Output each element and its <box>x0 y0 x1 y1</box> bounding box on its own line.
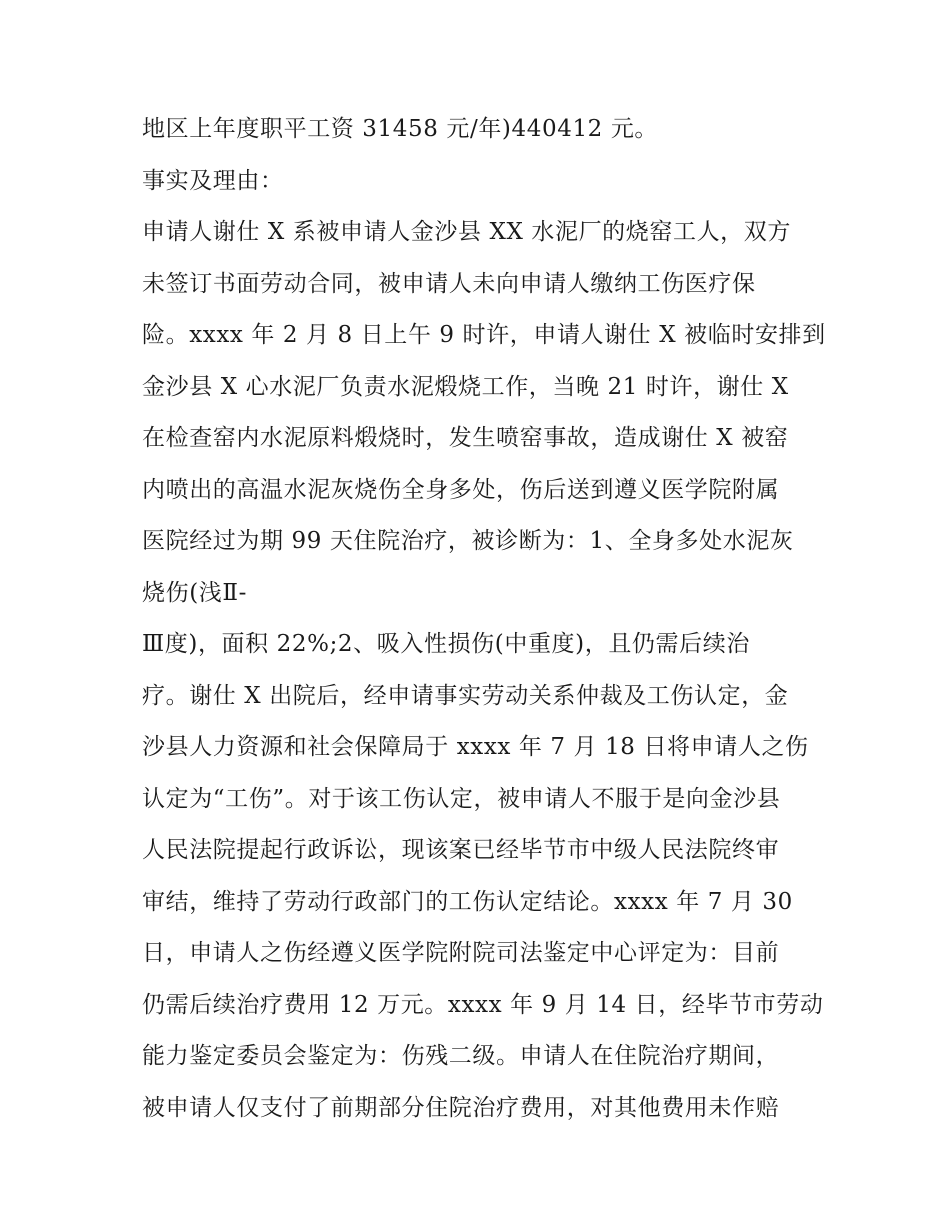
text-line: 被申请人仅支付了前期部分住院治疗费用，对其他费用未作赔 <box>142 1094 780 1121</box>
text-line: 仍需后续治疗费用 12 万元。xxxx 年 9 月 14 日，经毕节市劳动 <box>142 991 824 1018</box>
text-line: 沙县人力资源和社会保障局于 xxxx 年 7 月 18 日将申请人之伤 <box>142 734 809 760</box>
text-line: 认定为“工伤”。对于该工伤认定，被申请人不服于是向金沙县 <box>142 785 781 812</box>
text-line: 申请人谢仕 X 系被申请人金沙县 XX 水泥厂的烧窑工人，双方 <box>142 219 791 245</box>
text-line: 地区上年度职平工资 31458 元/年)440412 元。 <box>142 116 659 142</box>
text-line: 金沙县 X 心水泥厂负责水泥煅烧工作，当晚 21 时许，谢仕 X <box>142 373 789 400</box>
text-line: 疗。谢仕 X 出院后，经申请事实劳动关系仲裁及工伤认定，金 <box>142 682 789 709</box>
text-line: Ⅲ度)，面积 22%;2、吸入性损伤(中重度)，且仍需后续治 <box>142 631 750 657</box>
text-line: 内喷出的高温水泥灰烧伤全身多处，伤后送到遵义医学院附属 <box>142 476 780 503</box>
text-line: 医院经过为期 99 天住院治疗，被诊断为：1、全身多处水泥灰 <box>142 528 794 554</box>
section-heading: 事实及理由： <box>142 167 284 194</box>
text-line: 能力鉴定委员会鉴定为：伤残二级。申请人在住院治疗期间， <box>142 1043 780 1069</box>
text-line: 烧伤(浅Ⅱ- <box>142 579 247 606</box>
text-line: 人民法院提起行政诉讼，现该案已经毕节市中级人民法院终审 <box>142 837 780 863</box>
text-line: 审结，维持了劳动行政部门的工伤认定结论。xxxx 年 7 月 30 <box>142 888 793 915</box>
text-line: 未签订书面劳动合同，被申请人未向申请人缴纳工伤医疗保 <box>142 270 756 297</box>
text-line: 日，申请人之伤经遵义医学院附院司法鉴定中心评定为：目前 <box>142 940 780 966</box>
text-line: 在检查窑内水泥原料煅烧时，发生喷窑事故，造成谢仕 X 被窑 <box>142 425 789 451</box>
document-body <box>142 104 826 1134</box>
text-line: 险。xxxx 年 2 月 8 日上午 9 时许，申请人谢仕 X 被临时安排到 <box>142 322 826 348</box>
